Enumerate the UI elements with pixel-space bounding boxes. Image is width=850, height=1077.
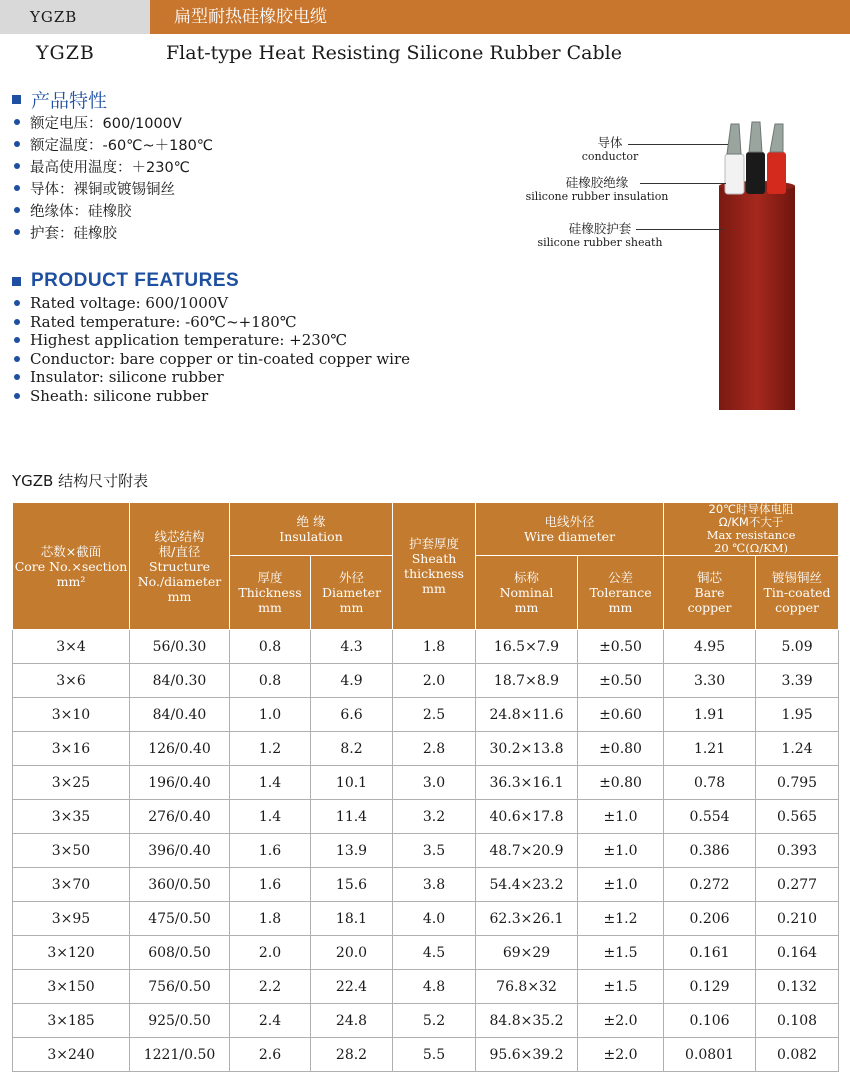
cell-structure: 925/0.50 [130,1004,230,1038]
col-bare-copper [664,556,756,630]
feature-text: 最高使用温度：＋230℃ [30,159,190,176]
cell-nominal: 24.8×11.6 [476,698,578,732]
cell-bare-copper: 4.95 [664,630,756,664]
cell-diameter: 8.2 [311,732,393,766]
cell-tin-copper: 0.210 [756,902,839,936]
cell-thickness: 1.2 [230,732,311,766]
col-core-cn: 芯数×截面 [40,543,102,559]
cell-tolerance: ±1.5 [578,936,664,970]
cell-tolerance: ±1.0 [578,868,664,902]
col-insulation-cn: 绝 缘 [296,514,326,529]
bullet-dot-icon [14,141,20,147]
cell-tolerance: ±2.0 [578,1004,664,1038]
cell-thickness: 1.6 [230,834,311,868]
feature-text: Conductor: bare copper or tin-coated copper wire [30,349,411,368]
cell-tin-copper: 0.393 [756,834,839,868]
cell-core: 3×70 [13,868,130,902]
cell-core: 3×95 [13,902,130,936]
feature-item [14,313,410,332]
bullet-dot-icon [14,356,20,362]
cell-tolerance: ±1.0 [578,800,664,834]
cell-core: 3×4 [13,630,130,664]
table-row [13,936,839,970]
cell-bare-copper: 0.129 [664,970,756,1004]
cell-core: 3×120 [13,936,130,970]
col-nominal-cn: 标称 [514,570,540,585]
cell-bare-copper: 0.386 [664,834,756,868]
col-thickness [230,556,311,630]
cell-sheath: 3.2 [393,800,476,834]
features-en-heading [12,270,239,292]
col-resistance-en2: 20 ℃(Ω/KM) [714,541,788,555]
col-structure-cn: 线芯结构 [154,528,205,544]
features-cn-list [14,111,213,243]
feature-text: 绝缘体：硅橡胶 [30,203,132,220]
cell-tolerance: ±1.0 [578,834,664,868]
model-code-badge: YGZB [0,0,150,34]
cell-sheath: 3.8 [393,868,476,902]
cell-tolerance: ±2.0 [578,1038,664,1072]
cell-bare-copper: 0.78 [664,766,756,800]
leader-line-insulation [640,183,726,184]
col-structure [130,503,230,630]
label-sheath-cn: 硅橡胶护套 [568,221,632,236]
bullet-dot-icon [14,300,20,306]
cell-thickness: 2.2 [230,970,311,1004]
cell-bare-copper: 1.91 [664,698,756,732]
cell-structure: 84/0.30 [130,664,230,698]
cell-diameter: 6.6 [311,698,393,732]
feature-text: Rated voltage: 600/1000V [30,294,229,313]
page-title-en: Flat-type Heat Resisting Silicone Rubber Cable [166,42,622,64]
cell-bare-copper: 0.0801 [664,1038,756,1072]
cell-structure: 756/0.50 [130,970,230,1004]
feature-text: 额定温度：-60℃~＋180℃ [30,137,214,154]
cell-nominal: 18.7×8.9 [476,664,578,698]
cell-core: 3×16 [13,732,130,766]
cell-thickness: 1.8 [230,902,311,936]
cell-tolerance: ±1.2 [578,902,664,936]
cell-nominal: 76.8×32 [476,970,578,1004]
cell-sheath: 5.2 [393,1004,476,1038]
cell-tin-copper: 5.09 [756,630,839,664]
col-diameter-en: Diameter [321,585,382,600]
bullet-dot-icon [14,229,20,235]
cell-thickness: 1.4 [230,766,311,800]
cell-structure: 1221/0.50 [130,1038,230,1072]
feature-text: 额定电压：600/1000V [30,115,182,132]
bullet-dot-icon [14,374,20,380]
cell-structure: 360/0.50 [130,868,230,902]
label-conductor-cn: 导体 [597,135,623,150]
col-insulation-en: Insulation [279,529,343,544]
feature-item [14,133,213,155]
model-code-en: YGZB [36,42,95,64]
bullet-dot-icon [14,319,20,325]
bullet-dot-icon [14,163,20,169]
cell-tin-copper: 0.795 [756,766,839,800]
cell-diameter: 20.0 [311,936,393,970]
insulation-white [725,154,744,194]
cell-core: 3×185 [13,1004,130,1038]
cell-sheath: 3.0 [393,766,476,800]
col-bare-en2: copper [687,600,732,615]
feature-text: Highest application temperature: +230℃ [30,331,348,350]
cell-structure: 276/0.40 [130,800,230,834]
col-core-unit: mm² [56,573,86,589]
col-tin-cn: 镀锡铜丝 [772,570,823,585]
cell-nominal: 69×29 [476,936,578,970]
col-wire-en: Wire diameter [523,529,616,544]
table-caption: YGZB 结构尺寸附表 [12,472,149,490]
cell-structure: 84/0.40 [130,698,230,732]
col-structure-cn2: 根/直径 [158,543,201,559]
cell-core: 3×50 [13,834,130,868]
features-en-list [14,294,410,405]
feature-text: 护套：硅橡胶 [30,225,117,242]
cell-sheath: 3.5 [393,834,476,868]
spec-table [12,502,839,1072]
feature-text: Rated temperature: -60℃~+180℃ [30,312,297,331]
cell-structure: 126/0.40 [130,732,230,766]
cell-sheath: 1.8 [393,630,476,664]
cell-tin-copper: 0.132 [756,970,839,1004]
cell-sheath: 2.8 [393,732,476,766]
conductor-wire-1 [727,124,741,154]
cell-thickness: 2.4 [230,1004,311,1038]
cell-tolerance: ±1.5 [578,970,664,1004]
cell-sheath: 4.8 [393,970,476,1004]
cell-thickness: 0.8 [230,630,311,664]
col-core-en: Core No.×section [14,558,128,574]
feature-item [14,387,410,406]
cell-diameter: 13.9 [311,834,393,868]
page-title-cn: 扁型耐热硅橡胶电缆 [150,0,850,34]
col-tin-en1: Tin-coated [763,585,831,600]
leader-line-conductor [628,144,728,145]
cell-tin-copper: 1.24 [756,732,839,766]
cell-bare-copper: 0.106 [664,1004,756,1038]
cell-diameter: 24.8 [311,1004,393,1038]
col-wire-diameter [476,503,664,556]
col-sheath-unit: mm [422,581,446,596]
feature-text: 导体：裸铜或镀锡铜丝 [30,181,175,198]
insulation-red [767,152,786,194]
cell-sheath: 4.0 [393,902,476,936]
col-nominal [476,556,578,630]
cell-core: 3×6 [13,664,130,698]
features-cn-title: 产品特性 [31,90,108,112]
cell-structure: 196/0.40 [130,766,230,800]
cell-nominal: 95.6×39.2 [476,1038,578,1072]
cell-tin-copper: 0.565 [756,800,839,834]
cell-sheath: 4.5 [393,936,476,970]
feature-item [14,294,410,313]
col-tolerance-cn: 公差 [608,570,634,585]
cell-thickness: 2.0 [230,936,311,970]
table-row [13,902,839,936]
cell-diameter: 22.4 [311,970,393,1004]
cell-bare-copper: 0.206 [664,902,756,936]
spec-table-body [13,630,839,1072]
cell-tin-copper: 0.164 [756,936,839,970]
cell-structure: 608/0.50 [130,936,230,970]
col-thickness-cn: 厚度 [257,570,283,585]
col-sheath-en1: Sheath [411,551,457,566]
cell-tin-copper: 0.108 [756,1004,839,1038]
cell-core: 3×240 [13,1038,130,1072]
cell-thickness: 2.6 [230,1038,311,1072]
label-sheath-en: silicone rubber sheath [537,236,663,249]
feature-item [14,177,213,199]
col-resistance [664,503,839,556]
col-tin-copper [756,556,839,630]
col-tolerance [578,556,664,630]
label-sheath [530,222,670,250]
col-tolerance-unit: mm [608,600,633,615]
cell-structure: 56/0.30 [130,630,230,664]
cell-core: 3×10 [13,698,130,732]
feature-text: Sheath: silicone rubber [30,386,209,405]
cell-diameter: 4.9 [311,664,393,698]
cell-structure: 396/0.40 [130,834,230,868]
cable-illustration [705,112,815,412]
cell-tin-copper: 0.277 [756,868,839,902]
bullet-dot-icon [14,185,20,191]
cell-nominal: 36.3×16.1 [476,766,578,800]
cell-nominal: 84.8×35.2 [476,1004,578,1038]
cell-core: 3×25 [13,766,130,800]
cell-thickness: 0.8 [230,664,311,698]
cell-nominal: 40.6×17.8 [476,800,578,834]
cell-diameter: 11.4 [311,800,393,834]
label-insulation [522,176,672,204]
col-nominal-en: Nominal [499,585,554,600]
feature-item [14,155,213,177]
cell-diameter: 15.6 [311,868,393,902]
cell-tolerance: ±0.80 [578,766,664,800]
bullet-dot-icon [14,119,20,125]
cell-tolerance: ±0.60 [578,698,664,732]
col-sheath-en2: thickness [404,566,464,581]
feature-item [14,331,410,350]
col-insulation [230,503,393,556]
label-conductor [574,136,646,164]
bullet-dot-icon [14,393,20,399]
col-wire-cn: 电线外径 [544,514,595,529]
cell-nominal: 48.7×20.9 [476,834,578,868]
table-row [13,766,839,800]
col-resistance-cn: 20℃时导体电阻 [708,502,794,516]
feature-text: Insulator: silicone rubber [30,368,224,387]
col-thickness-en: Thickness [238,585,302,600]
insulation-black [746,152,765,194]
cell-sheath: 2.0 [393,664,476,698]
cell-tolerance: ±0.80 [578,732,664,766]
col-diameter-cn: 外径 [339,570,365,585]
cell-sheath: 5.5 [393,1038,476,1072]
feature-item [14,221,213,243]
cell-bare-copper: 0.272 [664,868,756,902]
label-insulation-cn: 硅橡胶绝缘 [565,175,629,190]
cell-thickness: 1.4 [230,800,311,834]
col-tolerance-en: Tolerance [589,585,652,600]
col-diameter-unit: mm [339,600,364,615]
table-row [13,868,839,902]
label-insulation-en: silicone rubber insulation [525,190,669,203]
cell-diameter: 4.3 [311,630,393,664]
table-row [13,698,839,732]
square-bullet-icon [12,277,21,286]
cell-tolerance: ±0.50 [578,630,664,664]
feature-item [14,350,410,369]
col-nominal-unit: mm [514,600,539,615]
col-structure-unit: mm [167,588,192,604]
conductor-wire-3 [770,124,783,152]
features-cn-heading [12,86,107,113]
conductor-wire-2 [749,122,762,152]
feature-item [14,199,213,221]
cell-nominal: 54.4×23.2 [476,868,578,902]
cell-bare-copper: 0.554 [664,800,756,834]
col-thickness-unit: mm [258,600,282,615]
col-core [13,503,130,630]
feature-item [14,111,213,133]
table-row [13,630,839,664]
cell-sheath: 2.5 [393,698,476,732]
table-row [13,970,839,1004]
table-row [13,1004,839,1038]
cell-structure: 475/0.50 [130,902,230,936]
cell-core: 3×150 [13,970,130,1004]
col-structure-en2: No./diameter [137,573,222,589]
col-bare-cn: 铜芯 [697,570,723,585]
cable-sheath [719,186,795,410]
col-resistance-en: Max resistance [706,528,796,542]
col-tin-en2: copper [775,600,819,615]
cell-tolerance: ±0.50 [578,664,664,698]
cell-bare-copper: 1.21 [664,732,756,766]
features-en-title: PRODUCT FEATURES [31,270,240,291]
cell-tin-copper: 0.082 [756,1038,839,1072]
col-sheath [393,503,476,630]
cell-tin-copper: 3.39 [756,664,839,698]
col-structure-en1: Structure [148,558,211,574]
cell-diameter: 10.1 [311,766,393,800]
cell-diameter: 28.2 [311,1038,393,1072]
square-bullet-icon [12,95,21,104]
cell-nominal: 16.5×7.9 [476,630,578,664]
cell-nominal: 62.3×26.1 [476,902,578,936]
table-row [13,664,839,698]
cell-nominal: 30.2×13.8 [476,732,578,766]
col-sheath-cn: 护套厚度 [409,536,460,551]
bullet-dot-icon [14,207,20,213]
col-resistance-unit: Ω/KM不大于 [718,515,784,529]
table-row [13,1038,839,1072]
feature-item [14,368,410,387]
table-row [13,834,839,868]
cell-diameter: 18.1 [311,902,393,936]
label-conductor-en: conductor [581,150,639,163]
cell-core: 3×35 [13,800,130,834]
leader-line-sheath [636,229,724,230]
table-row [13,800,839,834]
bullet-dot-icon [14,337,20,343]
cell-bare-copper: 3.30 [664,664,756,698]
col-diameter [311,556,393,630]
cell-thickness: 1.0 [230,698,311,732]
cell-bare-copper: 0.161 [664,936,756,970]
cell-tin-copper: 1.95 [756,698,839,732]
table-row [13,732,839,766]
cell-thickness: 1.6 [230,868,311,902]
col-bare-en1: Bare [694,585,725,600]
